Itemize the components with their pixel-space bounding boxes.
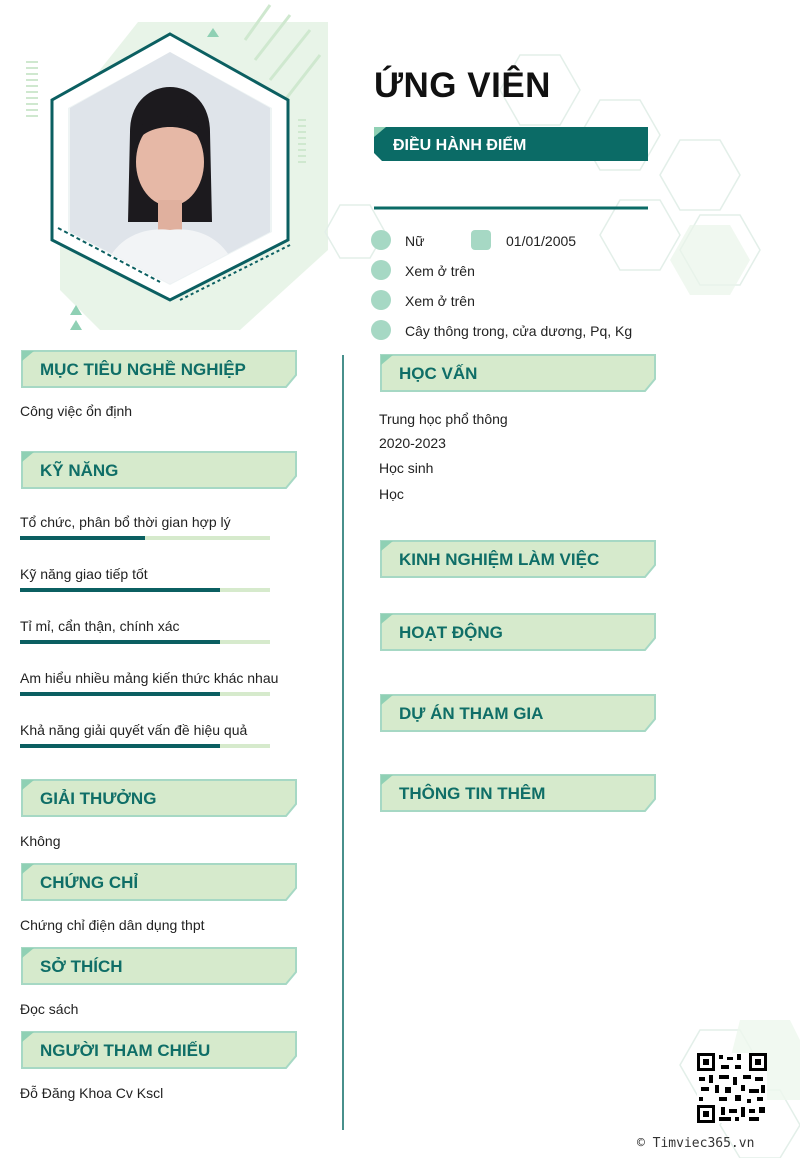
section-title: SỞ THÍCH (40, 957, 123, 976)
references-text: Đỗ Đăng Khoa Cv Kscl (20, 1085, 164, 1101)
calendar-icon (471, 230, 491, 250)
section-header-awards (20, 778, 298, 818)
section-title: HOẠT ĐỘNG (399, 623, 503, 642)
section-title: KỸ NĂNG (40, 461, 119, 480)
section-header-additional (379, 773, 657, 813)
avatar (70, 52, 270, 284)
section-header-projects (379, 693, 657, 733)
section-header-hobbies (20, 946, 298, 986)
address-text: Cây thông trong, cửa dương, Pq, Kg (405, 323, 633, 339)
certificates-text: Chứng chỉ điện dân dụng thpt (20, 917, 205, 933)
skill-label: Tỉ mỉ, cẩn thận, chính xác (20, 618, 180, 634)
skill-bar (20, 692, 270, 696)
hobbies-text: Đọc sách (20, 1001, 79, 1017)
section-title: GIẢI THƯỞNG (40, 789, 157, 808)
birthdate-text: 01/01/2005 (506, 233, 577, 249)
phone-text: Xem ở trên (405, 263, 475, 279)
section-header-experience (379, 539, 657, 579)
home-icon (371, 320, 391, 340)
section-title: THÔNG TIN THÊM (399, 784, 546, 803)
position-title: ĐIỀU HÀNH ĐIỂM (393, 137, 527, 154)
section-title: MỤC TIÊU NGHỀ NGHIỆP (40, 360, 246, 379)
education-line: 2020-2023 (379, 435, 446, 451)
skill-label: Kỹ năng giao tiếp tốt (20, 566, 148, 582)
skill-label: Khả năng giải quyết vấn đề hiệu quả (20, 722, 248, 738)
section-title: HỌC VẤN (399, 364, 478, 383)
qr-code (697, 1053, 767, 1123)
awards-text: Không (20, 833, 61, 849)
section-title: KINH NGHIỆM LÀM VIỆC (399, 550, 600, 569)
section-header-education (379, 353, 657, 393)
gender-text: Nữ (405, 233, 425, 249)
education-line: Học (379, 486, 404, 502)
section-header-objective (20, 349, 298, 389)
candidate-name: ỨNG VIÊN (374, 66, 551, 105)
skill-bar-fill (20, 744, 220, 748)
email-text: Xem ở trên (405, 293, 475, 309)
skill-bar (20, 640, 270, 644)
skill-bar (20, 744, 270, 748)
skill-bar-fill (20, 588, 220, 592)
objective-text: Công việc ổn định (20, 403, 133, 419)
section-header-skills (20, 450, 298, 490)
skill-bar (20, 588, 270, 592)
education-line: Học sinh (379, 460, 434, 476)
gender-icon (371, 230, 391, 250)
phone-icon (371, 260, 391, 280)
skill-bar (20, 536, 270, 540)
education-line: Trung học phổ thông (379, 411, 508, 427)
skill-bar-fill (20, 692, 220, 696)
email-icon (371, 290, 391, 310)
copyright-text: © Timviec365.vn (637, 1136, 755, 1151)
skill-label: Am hiểu nhiều mảng kiến thức khác nhau (20, 670, 279, 686)
section-header-certificates (20, 862, 298, 902)
skill-bar-fill (20, 536, 145, 540)
skill-label: Tổ chức, phân bổ thời gian hợp lý (20, 514, 231, 530)
skill-bar-fill (20, 640, 220, 644)
section-title: NGƯỜI THAM CHIẾU (40, 1041, 211, 1060)
section-header-activities (379, 612, 657, 652)
section-title: CHỨNG CHỈ (40, 873, 139, 892)
section-title: DỰ ÁN THAM GIA (399, 704, 544, 723)
section-header-references (20, 1030, 298, 1070)
